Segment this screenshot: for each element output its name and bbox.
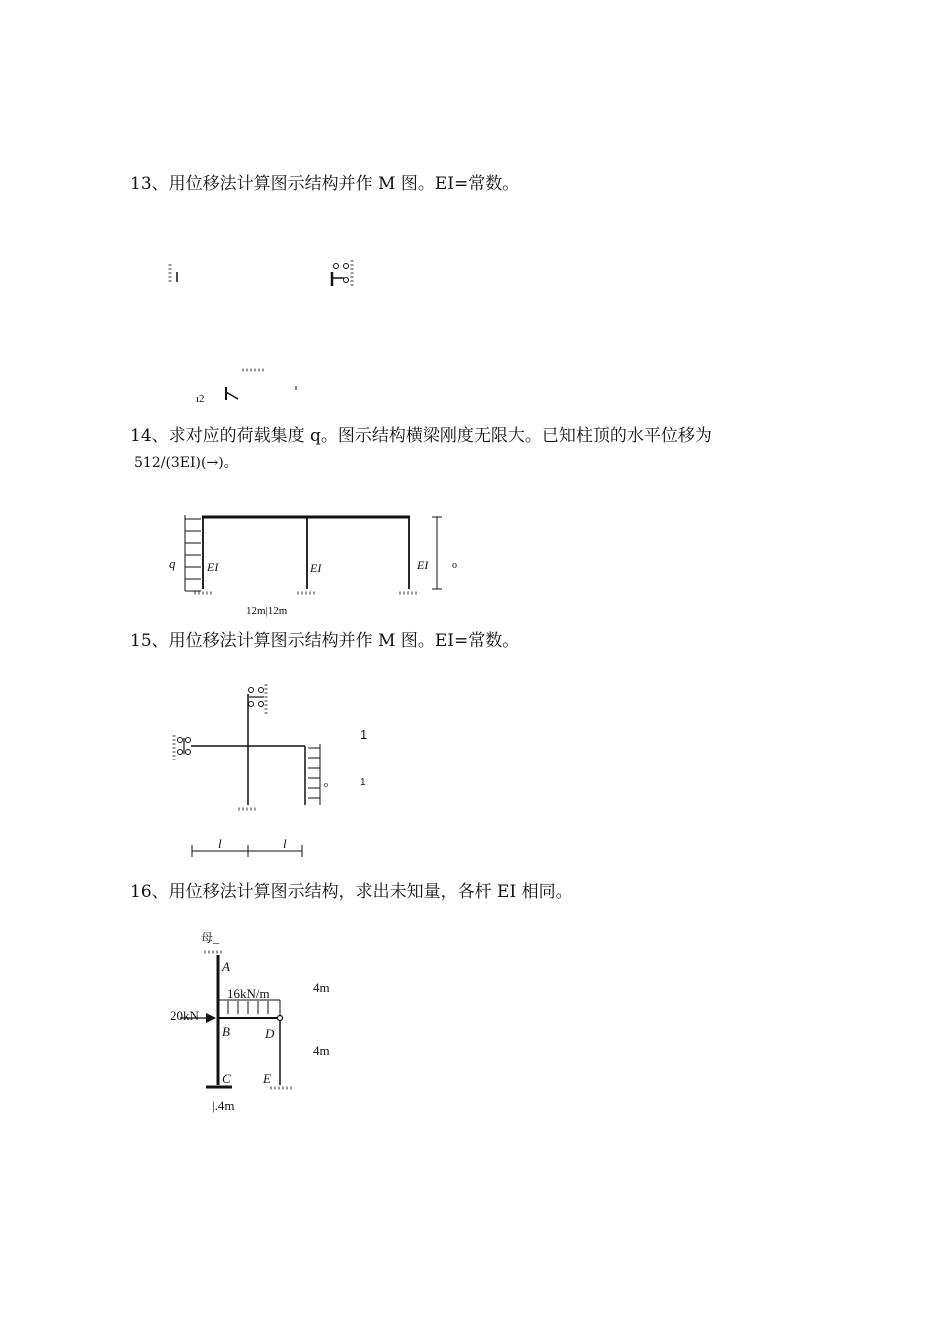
question-14-continued: 512/(3EI)(→)。 — [134, 455, 238, 471]
figure-15 — [160, 680, 390, 862]
fig16-node-c: C — [222, 1071, 231, 1086]
fig16-height-upper: 4m — [313, 980, 330, 995]
fig15-left-support — [174, 735, 191, 760]
question-13: 13、用位移法计算图示结构并作 M 图。EI=常数。 — [130, 174, 520, 194]
fig14-ei-left: EI — [207, 560, 219, 574]
fig15-mark-2: 1 — [360, 777, 366, 788]
fig15-span-label-2: l — [283, 836, 287, 851]
fig15-mark-1: 1 — [360, 727, 368, 742]
fig16-top-label: 母_ — [201, 931, 220, 945]
fig14-ei-right: EI — [417, 558, 429, 572]
fig15-distributed-load — [308, 744, 320, 805]
question-14: 14、求对应的荷载集度 q。图示结构横梁刚度无限大。已知柱顶的水平位移为 — [130, 426, 712, 446]
question-15: 15、用位移法计算图示结构并作 M 图。EI=常数。 — [130, 631, 520, 651]
fig16-height-lower: 4m — [313, 1043, 330, 1058]
fig13-left-support — [170, 264, 177, 284]
fig16-width-label: |.4m — [212, 1098, 235, 1113]
fig16-distributed-load — [218, 1000, 280, 1016]
question-16: 16、用位移法计算图示结构，求出未知量，各杆 EI 相同。 — [130, 882, 573, 902]
fig13-bottom-fragment — [196, 370, 296, 405]
fig14-span-dimension: 12m|12m — [246, 605, 288, 617]
fig16-force-label: 20kN — [170, 1008, 199, 1023]
fig14-height-dimension — [432, 517, 442, 589]
figure-13 — [160, 250, 380, 405]
fig14-load-label: q — [169, 556, 176, 571]
fig16-node-e: E — [263, 1071, 271, 1086]
figure-14 — [160, 505, 480, 615]
fig16-node-a: A — [222, 959, 230, 974]
fig15-mark-3: o — [324, 780, 328, 789]
fig13-right-support — [332, 260, 352, 286]
fig16-hinge-d — [278, 1016, 283, 1021]
fig16-node-d: D — [265, 1026, 275, 1041]
fig16-node-b: B — [222, 1024, 230, 1039]
fig15-span-label-1: l — [218, 836, 222, 851]
fig14-right-mark: o — [452, 560, 457, 571]
fig14-ei-middle: EI — [310, 561, 322, 575]
fig16-load-label: 16kN/m — [227, 986, 270, 1001]
fig14-distributed-load — [185, 515, 201, 591]
svg-text:ı2: ı2 — [196, 393, 205, 405]
fig15-top-support — [249, 684, 267, 714]
figure-16 — [160, 925, 360, 1120]
